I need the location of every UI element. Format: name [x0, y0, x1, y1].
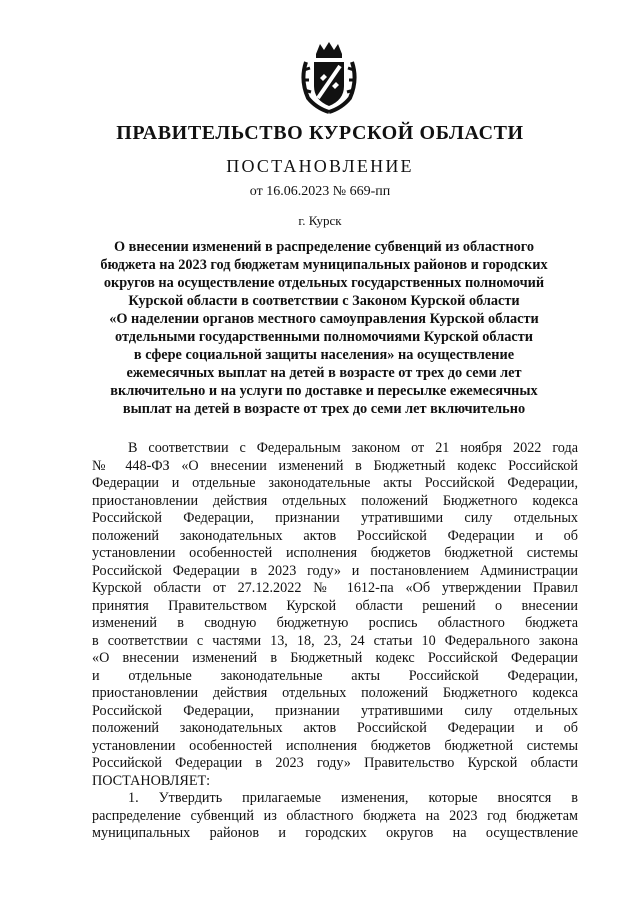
title-line: округов на осуществление отдельных государственных полномочий — [103, 275, 545, 291]
body-line: установлении особенностей исполнения бюджетов бюджетной системы — [92, 737, 578, 754]
resolution-keyword: ПОСТАНОВЛЯЕТ: — [92, 772, 211, 789]
body-line: положений законодательных актов Российской Федерации и об — [92, 720, 578, 736]
body-line: приостановлении действия отдельных положений Бюджетного кодекса — [92, 685, 578, 701]
title-line: отдельными государственными полномочиями Курской области — [115, 329, 533, 345]
body-line: положений законодательных актов Российской Федерации и об — [92, 527, 578, 544]
title-line: выплат на детей в возрасте от трех до семи лет включительно — [122, 401, 526, 417]
body-line: № 448-ФЗ «О внесении изменений в Бюджетный кодекс Российской — [92, 457, 578, 474]
coat-of-arms-icon — [298, 40, 360, 114]
body-line: В соответствии с Федеральным законом от 21 ноября 2022 года — [128, 440, 578, 456]
title-line: О внесении изменений в распределение субвенций из областного — [113, 239, 535, 255]
body-line: Федерации и отдельные законодательные акты Российской Федерации, — [92, 475, 578, 491]
body-line: Российской Федерации, признании утратившими силу отдельных — [92, 702, 578, 719]
organization-name: ПРАВИТЕЛЬСТВО КУРСКОЙ ОБЛАСТИ — [116, 122, 524, 144]
title-line: ежемесячных выплат на детей в возрасте от трех до семи лет — [126, 365, 522, 381]
title-line: Курской области в соответствии с Законом Курской области — [128, 293, 520, 309]
title-line: в сфере социальной защиты населения» на осуществление — [133, 347, 515, 363]
body-line: Российской Федерации, признании утратившими силу отдельных — [92, 510, 578, 526]
body-line: принятия Правительством Курской области решений о внесении — [92, 597, 578, 614]
document-type: ПОСТАНОВЛЕНИЕ — [226, 156, 414, 176]
body-line: Курской области от 27.12.2022 № 1612-па «Об утверждении Правил — [92, 580, 578, 596]
body-line: Российской Федерации в 2023 году» Правительство Курской области — [92, 755, 578, 771]
body-line: приостановлении действия отдельных положений Бюджетного кодекса — [92, 492, 578, 509]
title-line: «О наделении органов местного самоуправления Курской области — [109, 311, 539, 327]
body-line: распределение субвенций из областного бюджета на 2023 год бюджетам — [92, 807, 578, 824]
document-city: г. Курск — [298, 213, 342, 228]
body-line: «О внесении изменений в Бюджетный кодекс Российской Федерации — [92, 650, 578, 666]
body-line: в соответствии с частями 13, 18, 23, 24 статьи 10 Федерального закона — [92, 632, 578, 649]
body-line: Российской Федерации в 2023 году» и постановлением Администрации — [92, 562, 578, 579]
body-line: установлении особенностей исполнения бюджетов бюджетной системы — [92, 545, 578, 561]
document-body — [92, 440, 578, 843]
title-line: бюджета на 2023 год бюджетам муниципальных районов и городских — [100, 257, 548, 273]
title-line: включительно и на услуги по доставке и пересылке ежемесячных — [110, 383, 538, 399]
document-title — [58, 238, 590, 418]
body-line: и отдельные законодательные акты Российской Федерации, — [92, 667, 578, 684]
body-line: 1. Утвердить прилагаемые изменения, которые вносятся в — [128, 790, 578, 806]
document-date-number: от 16.06.2023 № 669-пп — [249, 184, 391, 199]
body-line: муниципальных районов и городских округов на осуществление — [92, 825, 578, 841]
body-line: изменений в сводную бюджетную роспись областного бюджета — [92, 615, 578, 631]
